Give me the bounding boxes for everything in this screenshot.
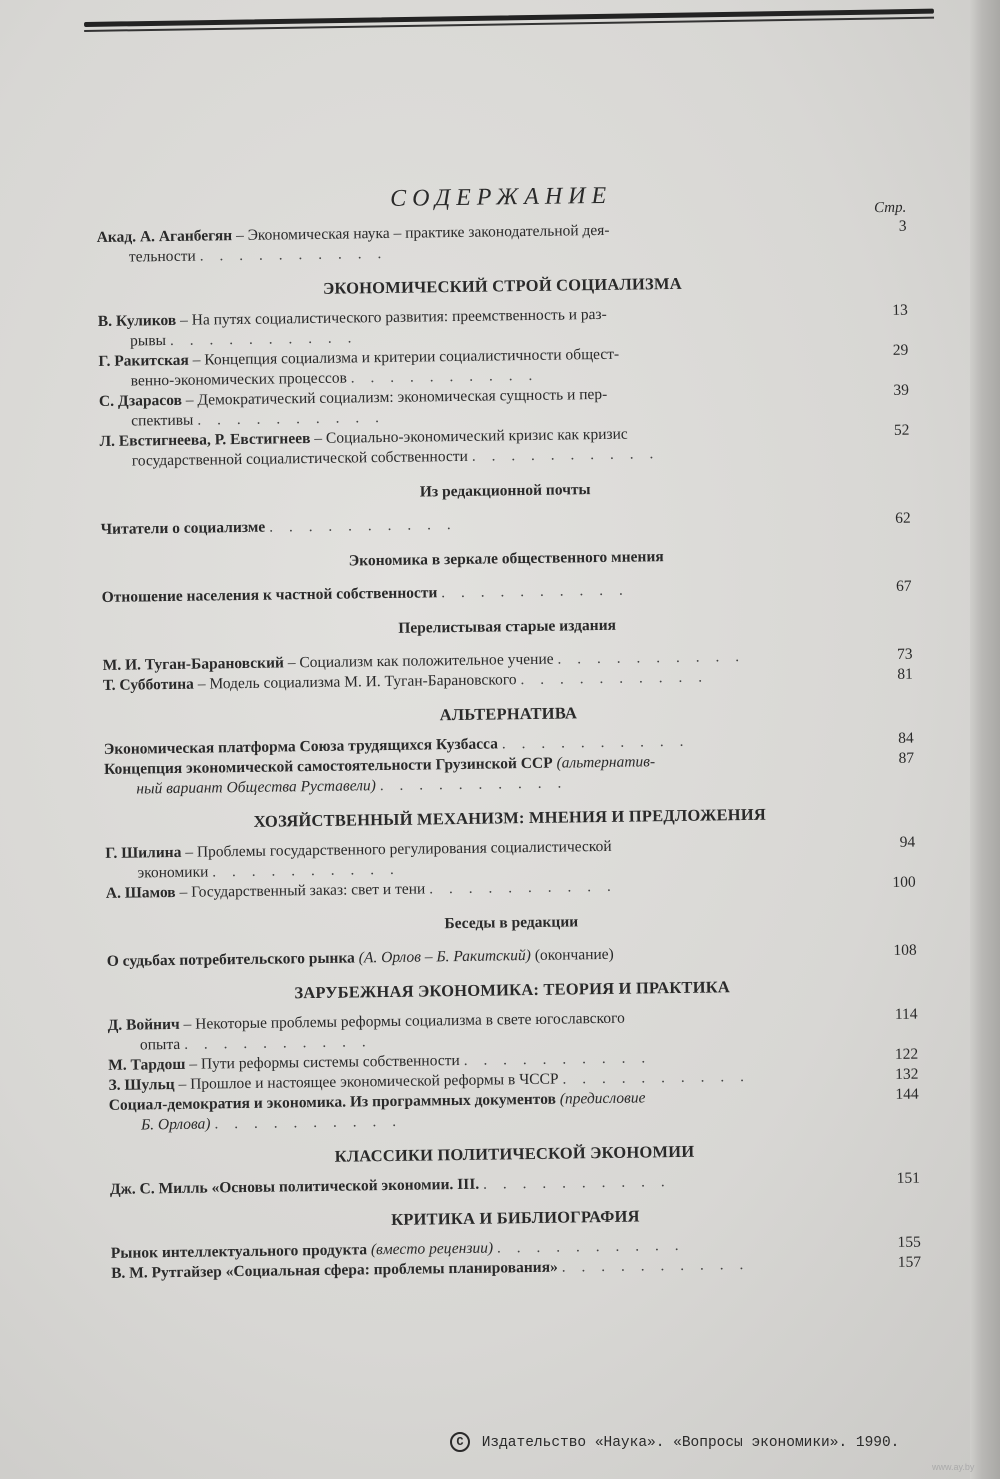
page-number: 100 <box>892 873 916 891</box>
entry-line <box>101 510 841 540</box>
page-number: 114 <box>894 1005 918 1023</box>
entry-author: В. М. Рутгайзер «Социальная сфера: проблемы планирования» <box>111 1258 558 1282</box>
toc-entry[interactable] <box>101 509 911 540</box>
subsection-heading: Перелистывая старые издания <box>398 616 617 637</box>
entry-note: (А. Орлов – Б. Ракитский) <box>358 947 532 967</box>
entry-author: С. Дзарасов <box>98 391 183 410</box>
entry-note: (вместо рецензии) <box>370 1239 494 1259</box>
entry-author: А. Шамов <box>105 883 176 902</box>
entry-author: В. Куликов <box>97 311 177 330</box>
entry-title: – Проблемы государственного регулирования социалистической <box>181 837 612 861</box>
continuation-text: ный вариант Общества Руставели) <box>136 777 376 798</box>
entry-title: – Социально-экономический кризис как кризис <box>310 425 628 448</box>
continuation-text: тельности <box>128 247 196 266</box>
page-number: 73 <box>896 645 913 663</box>
page-number: 52 <box>893 421 910 439</box>
entry-title: – Экономическая наука – практике законодательной дея- <box>232 221 610 245</box>
leader-dots: . . . . . . . . . . <box>212 860 400 881</box>
entry-suffix: (окончание) <box>530 945 614 965</box>
section-heading: ЗАРУБЕЖНАЯ ЭКОНОМИКА: ТЕОРИЯ И ПРАКТИКА <box>294 977 731 1003</box>
page-number: 87 <box>898 749 915 767</box>
page-number: 155 <box>897 1233 921 1251</box>
page-edge <box>970 0 1000 1479</box>
entry-author: Г. Шилина <box>105 843 182 862</box>
toc-body <box>97 217 922 1284</box>
entry-author: Отношение населения к частной собственности <box>101 584 438 606</box>
page-number: 132 <box>895 1065 919 1083</box>
continuation-text: рывы <box>129 332 167 350</box>
section-heading: КЛАССИКИ ПОЛИТИЧЕСКОЙ ЭКОНОМИИ <box>334 1141 695 1166</box>
entry-author: Л. Евстигнеева, Р. Евстигнеев <box>99 430 311 450</box>
entry-author: Дж. С. Милль «Основы политической экономии. III. <box>109 1175 480 1198</box>
section-heading: ЭКОНОМИЧЕСКИЙ СТРОЙ СОЦИАЛИЗМА <box>322 273 682 298</box>
entry-author: Рынок интеллектуального продукта <box>110 1241 368 1262</box>
leader-dots: . . . . . . . . . . <box>463 1049 652 1069</box>
entry-title: – На путях социалистического развития: преемственность и раз- <box>176 305 607 329</box>
leader-dots: . . . . . . . . . . <box>501 732 690 753</box>
subsection-heading: Из редакционной почты <box>419 481 591 501</box>
page-number: 108 <box>893 941 917 959</box>
entry-author: Акад. А. Аганбегян <box>96 227 233 246</box>
page-number: 39 <box>893 381 909 399</box>
continuation-text: государственной социалистической собственности <box>131 447 468 470</box>
copyright-icon: C <box>450 1432 470 1452</box>
entry-author: М. Тардош <box>108 1055 186 1074</box>
entry-title: – Концепция социализма и критерии социалистичности общест- <box>188 345 620 369</box>
continuation-text: венно-экономических процессов <box>130 369 347 390</box>
leader-dots: . . . . . . . . . . <box>197 408 386 429</box>
page-number: 144 <box>895 1085 919 1103</box>
entry-title: – Пути реформы системы собственности <box>185 1052 460 1073</box>
continuation-text: экономики <box>137 863 209 882</box>
entry-title: – Модель социализма М. И. Туган-Барановского <box>193 671 517 693</box>
entry-author: Т. Субботина <box>102 675 194 694</box>
page-number: 94 <box>899 833 916 851</box>
leader-dots: . . . . . . . . . . <box>429 877 617 898</box>
page-number: 62 <box>895 509 911 527</box>
page-number: 157 <box>897 1253 922 1271</box>
entry-title: – Государственный заказ: свет и тени <box>175 880 426 901</box>
leader-dots: . . . . . . . . . . <box>496 1236 685 1257</box>
entry-author: Д. Войнич <box>107 1015 180 1034</box>
leader-dots: . . . . . . . . . . <box>471 445 660 465</box>
section-heading: ХОЗЯЙСТВЕННЫЙ МЕХАНИЗМ: МНЕНИЯ И ПРЕДЛОЖЕНИЯ <box>253 804 767 831</box>
leader-dots: . . . . . . . . . . <box>441 581 629 602</box>
page-number: 67 <box>895 577 912 595</box>
entry-line <box>107 942 847 972</box>
leader-dots: . . . . . . . . . . <box>184 1033 372 1053</box>
subsection-heading: Беседы в редакции <box>444 913 579 933</box>
section-heading: АЛЬТЕРНАТИВА <box>439 703 578 725</box>
page-column-header: Стр. <box>873 199 907 217</box>
leader-dots: . . . . . . . . . . <box>482 1173 671 1193</box>
entry-author: З. Шульц <box>108 1075 175 1094</box>
page-number: 151 <box>896 1169 920 1187</box>
entry-author: О судьбах потребительского рынка <box>106 949 355 970</box>
entry-author: Г. Ракитская <box>98 351 189 370</box>
continuation-text: Б. Орлова) <box>140 1115 211 1134</box>
entry-line <box>102 578 842 608</box>
page-number: 122 <box>894 1045 919 1063</box>
entry-note: (предисловие <box>559 1089 646 1108</box>
leader-dots: . . . . . . . . . . <box>199 244 388 265</box>
entry-title: – Демократический социализм: экономическая сущность и пер- <box>181 385 608 409</box>
subsection-heading: Экономика в зеркале общественного мнения <box>348 548 664 570</box>
leader-dots: . . . . . . . . . . <box>557 647 746 668</box>
entry-title: – Некоторые проблемы реформы социализма в свете югославского <box>179 1009 625 1033</box>
entry-title: – Прошлое и настоящее экономической реформы в ЧССР <box>174 1070 559 1093</box>
table-of-contents <box>96 179 921 1284</box>
continuation-text: опыта <box>139 1035 181 1054</box>
entry-author: Экономическая платформа Союза трудящихся Кузбасса <box>103 735 499 758</box>
copyright-text: Издательство «Наука». «Вопросы экономики». 1990. <box>481 1434 900 1451</box>
entry-author: Концепция экономической самостоятельности Грузинской ССР <box>103 754 553 778</box>
toc-entry[interactable] <box>110 1169 920 1200</box>
header-double-rule <box>84 9 934 36</box>
leader-dots: . . . . . . . . . . <box>350 366 539 387</box>
leader-dots: . . . . . . . . . . <box>561 1255 750 1276</box>
toc-entry[interactable] <box>102 577 912 608</box>
toc-entry[interactable] <box>107 941 917 972</box>
section-heading: КРИТИКА И БИБЛИОГРАФИЯ <box>390 1206 640 1229</box>
toc-title: СОДЕРЖАНИЕ <box>389 182 613 212</box>
page-number: 84 <box>898 729 914 747</box>
page-number: 13 <box>892 301 908 319</box>
continuation-text: спективы <box>131 411 194 430</box>
leader-dots: . . . . . . . . . . <box>520 668 709 689</box>
leader-dots: . . . . . . . . . . <box>269 515 457 536</box>
entry-line <box>110 1170 850 1200</box>
page-number: 81 <box>897 665 913 683</box>
leader-dots: . . . . . . . . . . <box>214 1112 403 1133</box>
page-number: 29 <box>892 341 909 359</box>
entry-title: – Социализм как положительное учение <box>283 650 554 672</box>
entry-author: М. И. Туган-Барановский <box>102 654 285 674</box>
leader-dots: . . . . . . . . . . <box>562 1067 751 1088</box>
leader-dots: . . . . . . . . . . <box>169 329 358 349</box>
page-number: 3 <box>898 217 907 235</box>
entry-author: Читатели о социализме <box>100 518 266 538</box>
watermark: www.ay.by <box>932 1462 975 1472</box>
entry-author: Социал-демократия и экономика. Из программных документов <box>108 1090 556 1114</box>
leader-dots: . . . . . . . . . . <box>379 774 568 795</box>
copyright-footer <box>450 1432 899 1452</box>
entry-note: (альтернатив- <box>556 753 656 772</box>
